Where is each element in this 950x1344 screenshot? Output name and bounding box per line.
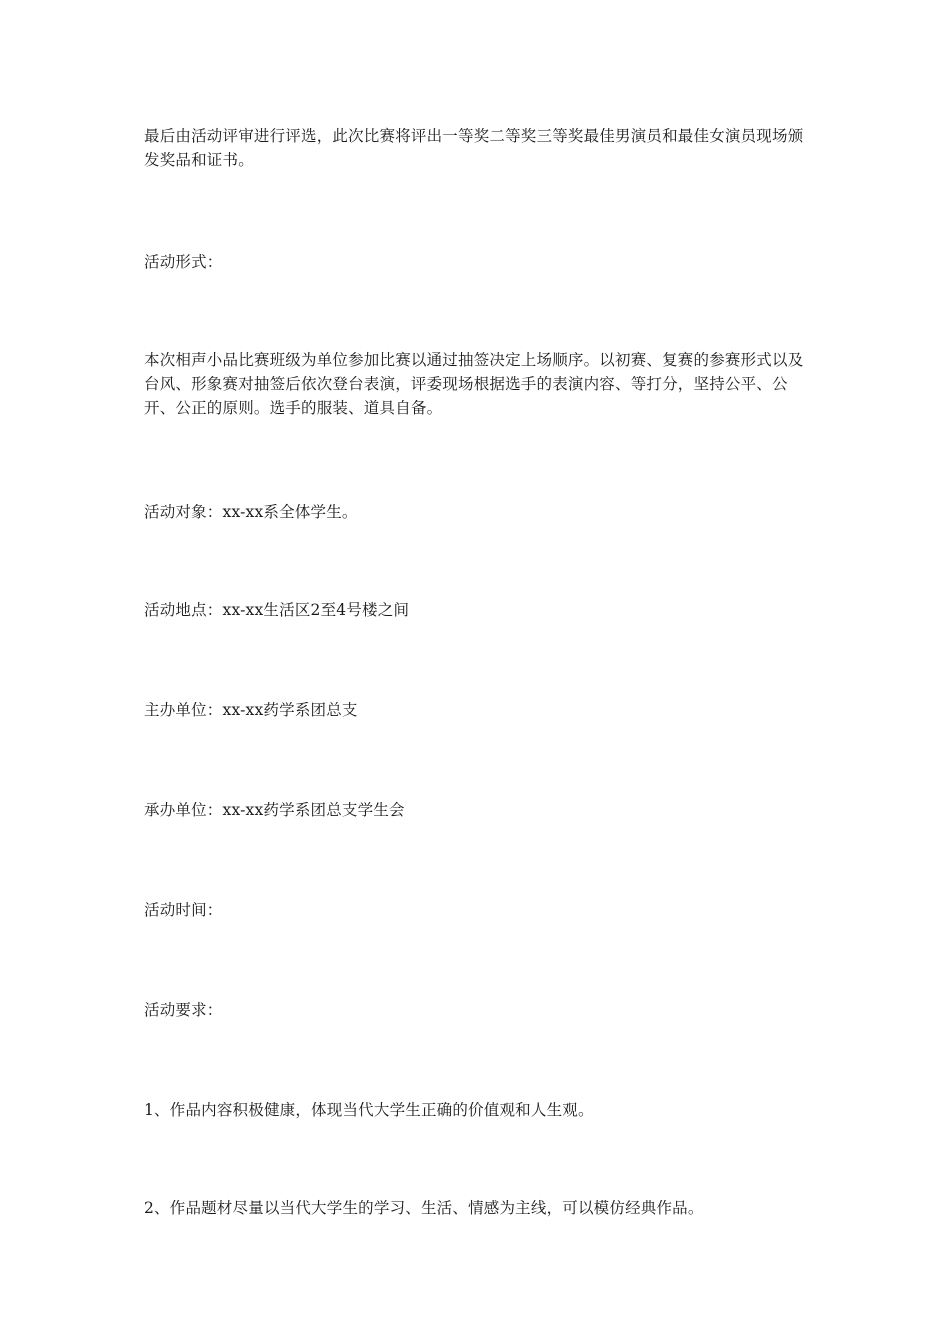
heading-activity-time: 活动时间： (144, 901, 223, 919)
paragraph-activity-location: 活动地点：xx-xx生活区2至4号楼之间 (144, 601, 410, 619)
heading-activity-requirements: 活动要求： (144, 1001, 223, 1019)
list-item-requirement-2: 2、作品题材尽量以当代大学生的学习、生活、情感为主线，可以模仿经典作品。 (144, 1199, 704, 1217)
paragraph-organizer: 主办单位：xx-xx药学系团总支 (144, 701, 358, 719)
list-item-requirement-1: 1、作品内容积极健康，体现当代大学生正确的价值观和人生观。 (144, 1101, 594, 1119)
paragraph-co-organizer: 承办单位：xx-xx药学系团总支学生会 (144, 801, 405, 819)
paragraph-activity-format: 本次相声小品比赛班级为单位参加比赛以通过抽签决定上场顺序。以初赛、复赛的参赛形式以及台风、形象赛对抽签后依次登台表演，评委现场根据选手的表演内容、等打分，坚持公平、公开、公正的原则。选手的服装、道具自备。 (144, 351, 804, 417)
paragraph-activity-target: 活动对象：xx-xx系全体学生。 (144, 503, 358, 521)
paragraph-award-description: 最后由活动评审进行评选，此次比赛将评出一等奖二等奖三等奖最佳男演员和最佳女演员现场颁发奖品和证书。 (144, 127, 804, 169)
heading-activity-format: 活动形式： (144, 253, 223, 271)
